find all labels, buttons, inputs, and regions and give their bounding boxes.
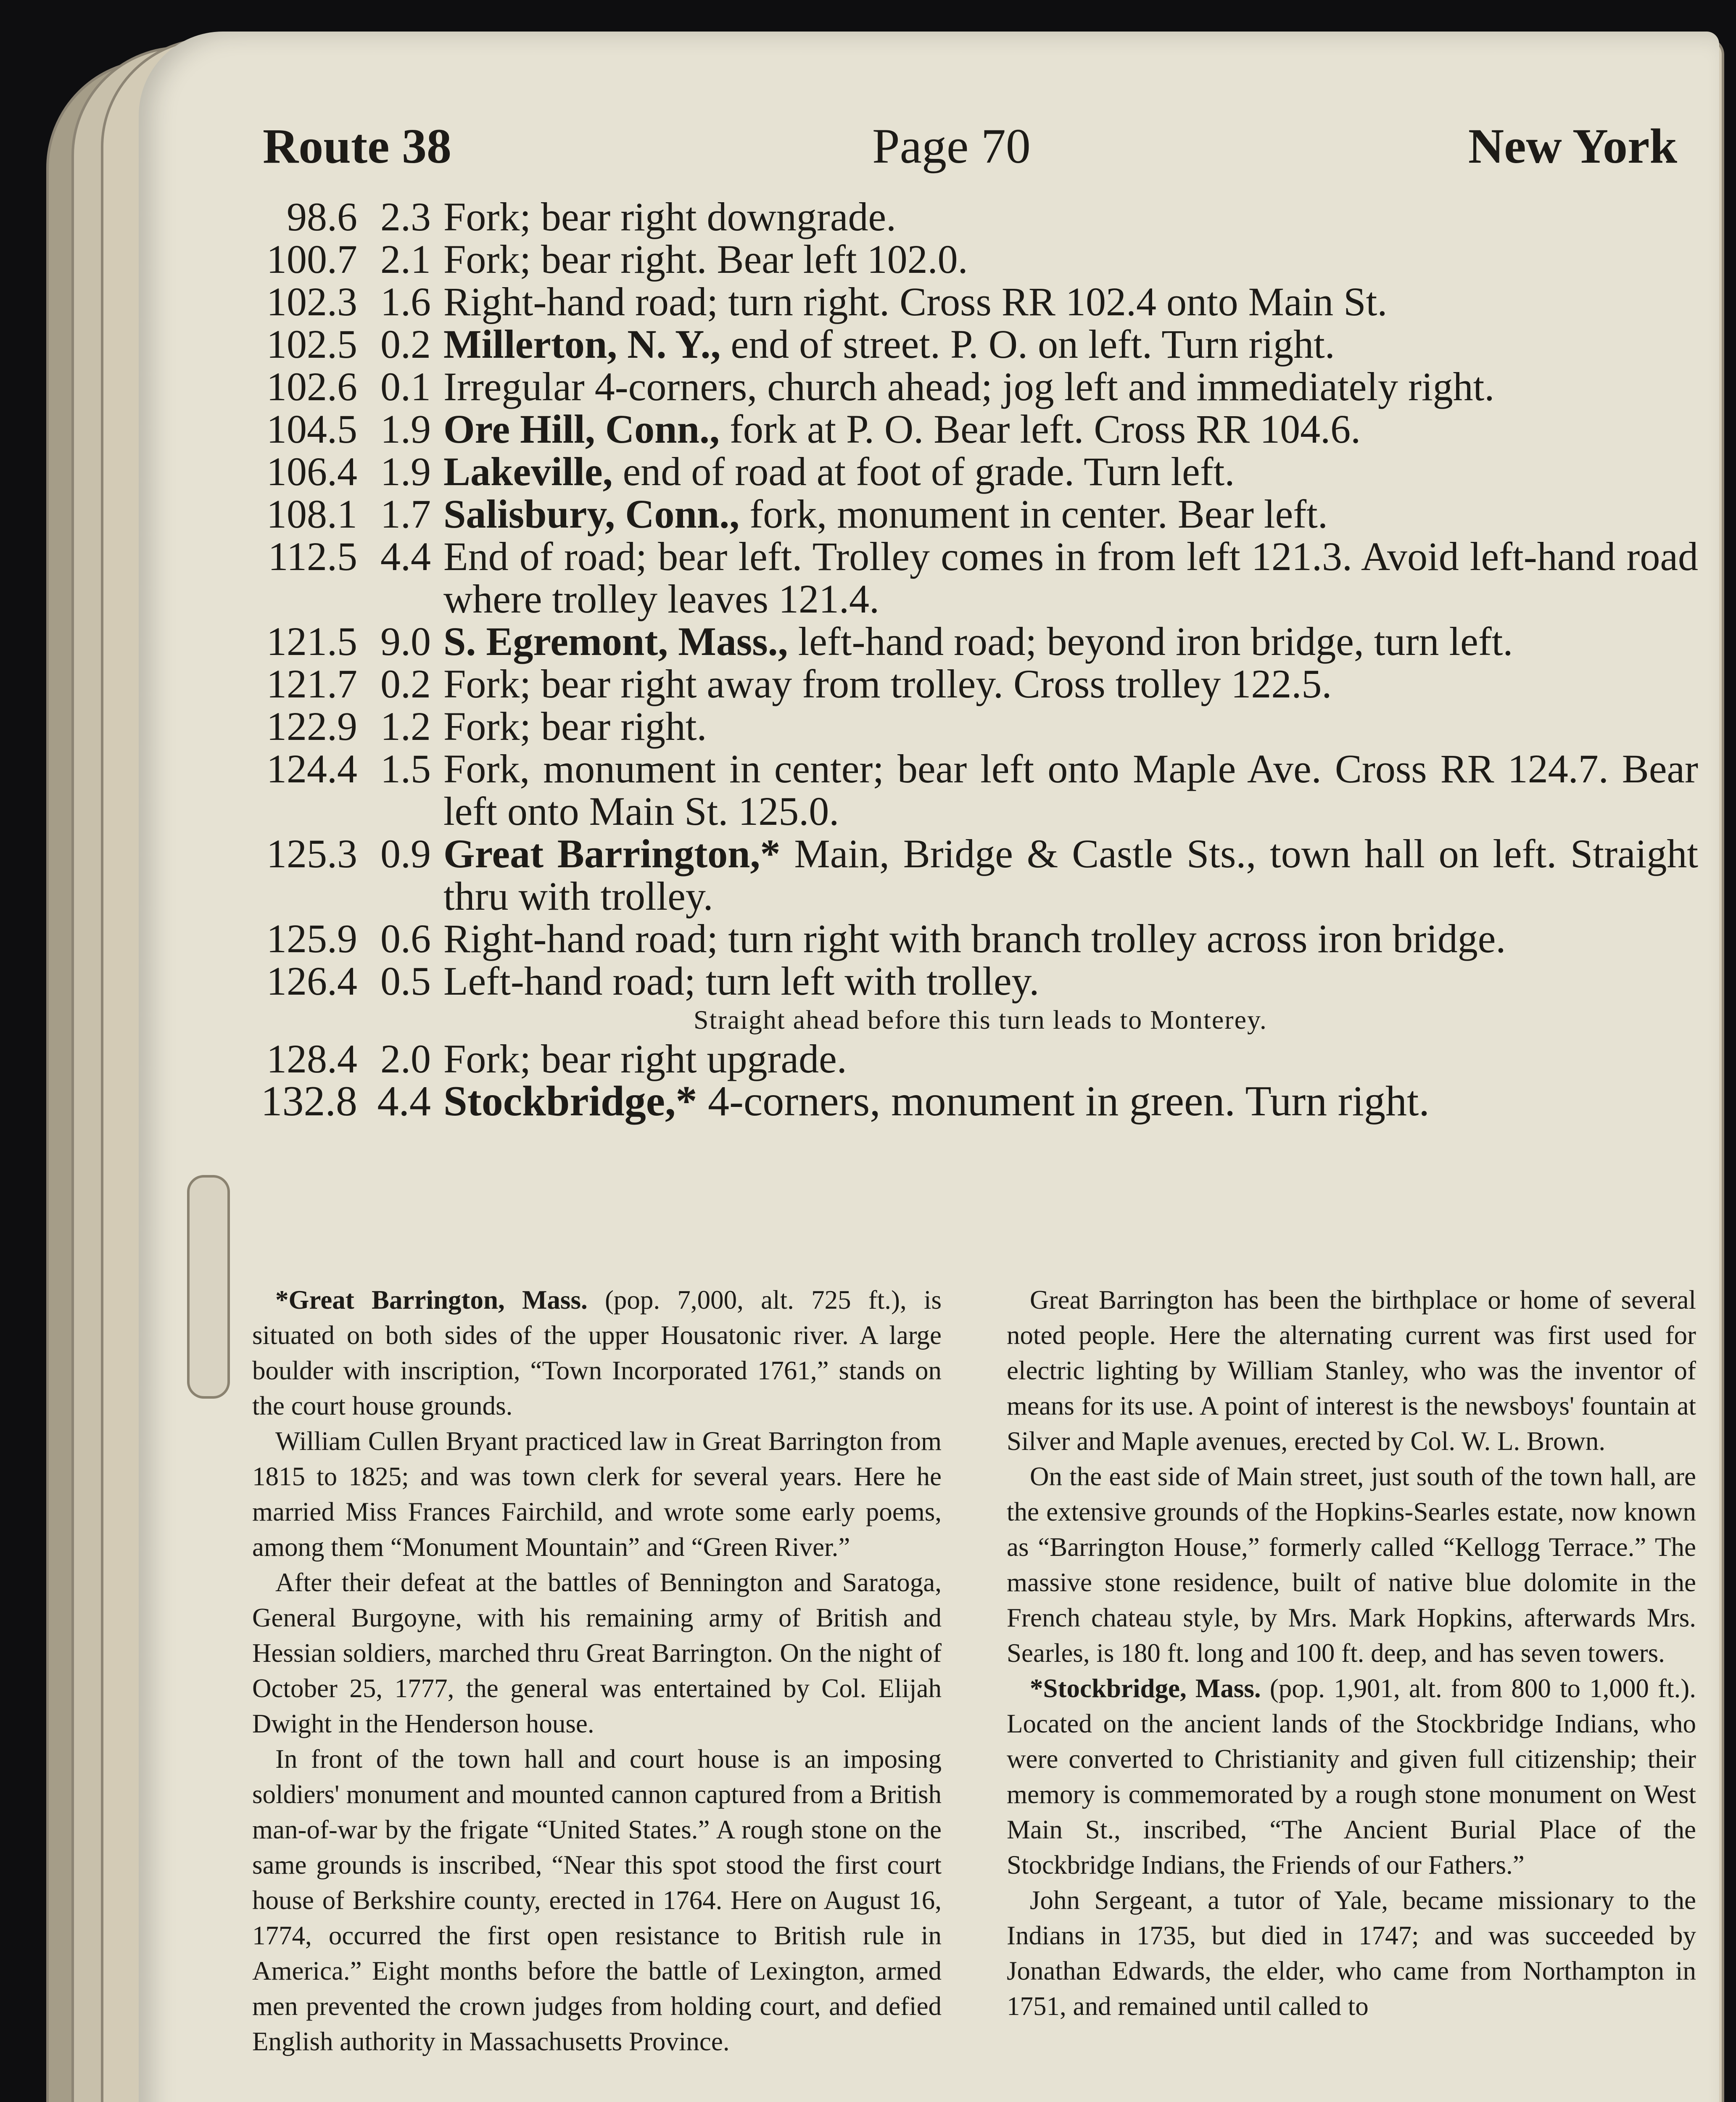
log-text: End of road; bear left. Trolley comes in from left 121.3. Avoid left-hand road where trolley leaves 121.4. [443, 534, 1698, 621]
commentary-paragraph [1007, 1282, 1696, 1459]
log-direction [443, 832, 1698, 917]
log-place: Great Barrington,* [443, 831, 781, 876]
log-mileage: 132.8 [261, 1077, 357, 1125]
paragraph-text: In front of the town hall and court house is an imposing soldiers' monument and mounted cannon captured from a British man-of-war by the frigate “United States.” A rough stone on the same grounds is inscribed, “Near this spot stood the first court house of Berkshire county, erected in 1764. Here on August 16, 1774, occurred the first open resistance to British rule in America.” Eight months before the battle of Lexington, armed men prevented the crown judges from holding court, and defied English authority in Massachusetts Province. [252, 1744, 942, 2056]
log-text: Fork; bear right away from trolley. Cross trolley 122.5. [443, 661, 1332, 706]
log-text: Main, Bridge & Castle Sts., town hall on left. Straight thru with trolley. [443, 831, 1699, 919]
log-distance: 9.0 [380, 619, 431, 664]
commentary-paragraph [1007, 1883, 1696, 2024]
log-mileage: 98.6 [287, 194, 357, 239]
log-row [252, 195, 1698, 238]
page-binding [187, 1175, 230, 1399]
log-direction [443, 663, 1698, 705]
log-place: Lakeville, [443, 449, 613, 494]
commentary-right-column [1007, 1282, 1696, 2024]
log-distance: 2.0 [380, 1036, 431, 1081]
page-number: Page 70 [872, 119, 1031, 174]
paragraph-lead: *Great Barrington, Mass. [275, 1285, 588, 1315]
route-log [252, 194, 1699, 1125]
log-mileage: 106.4 [266, 449, 357, 494]
log-place: Ore Hill, Conn., [443, 407, 720, 452]
log-row [252, 960, 1698, 1002]
paragraph-text: On the east side of Main street, just south of the town hall, are the extensive grounds of the Hopkins-Searles estate, now known as “Barrington House,” formerly called “Kellogg Terrace.” The massive stone residence, built of native blue dolomite in the French chateau style, by Mrs. Mark Hopkins, afterwards Mrs. Searles, is 180 ft. long and 100 ft. deep, and has seven towers. [1007, 1462, 1696, 1668]
log-text: Irregular 4-corners, church ahead; jog left and immediately right. [443, 364, 1495, 409]
log-mileage: 121.7 [266, 661, 357, 706]
log-row [252, 705, 1698, 747]
paragraph-text: William Cullen Bryant practiced law in Great Barrington from 1815 to 1825; and was town clerk for several years. Here he married Miss Frances Fairchild, and wrote some early poems, among them “Monument Mountain” and “Green River.” [252, 1426, 942, 1562]
log-text: Fork; bear right. [443, 704, 707, 749]
log-mileage: 104.5 [266, 407, 357, 452]
log-text: end of street. P. O. on left. Turn right. [731, 322, 1335, 367]
log-mileage: 102.5 [266, 322, 357, 367]
log-direction [443, 747, 1698, 832]
log-distance: 1.6 [380, 279, 431, 324]
log-distance: 0.2 [380, 661, 431, 706]
log-mileage: 121.5 [266, 619, 357, 664]
log-distance: 4.4 [380, 534, 431, 579]
paragraph-text: Great Barrington has been the birthplace or home of several noted people. Here the alternating current was first used for electric lighting by William Stanley, who was the inventor of means for its use. A point of interest is the newsboys' fountain at Silver and Maple avenues, erected by Col. W. L. Brown. [1007, 1285, 1696, 1456]
log-row [252, 663, 1698, 705]
log-direction [443, 323, 1698, 365]
paragraph-text: (pop. 7,000, alt. 725 ft.), is situated on both sides of the upper Housatonic river. A large boulder with inscription, “Town Incorporated 1761,” stands on the court house grounds. [252, 1285, 942, 1421]
log-distance: 1.9 [380, 407, 431, 452]
log-text: Fork; bear right upgrade. [443, 1036, 847, 1081]
log-place: Millerton, N. Y., [443, 322, 721, 367]
log-row [252, 747, 1698, 832]
log-mileage: 122.9 [266, 704, 357, 749]
log-distance: 2.1 [380, 237, 431, 282]
log-direction [443, 620, 1698, 663]
commentary-left-column [252, 1282, 942, 2059]
log-place: Salisbury, Conn., [443, 491, 740, 536]
log-distance: 0.2 [380, 322, 431, 367]
log-mileage: 102.6 [266, 364, 357, 409]
route-number: Route 38 [263, 119, 452, 174]
log-row [252, 620, 1698, 663]
log-distance: 0.1 [380, 364, 431, 409]
log-row [252, 238, 1698, 280]
log-direction [443, 365, 1698, 408]
log-text: Fork, monument in center; bear left onto Maple Ave. Cross RR 124.7. Bear left onto Main St. 125.0. [443, 746, 1698, 834]
state-name: New York [1468, 119, 1677, 174]
log-row [252, 832, 1698, 917]
log-distance: 1.9 [380, 449, 431, 494]
log-distance: 1.2 [380, 704, 431, 749]
log-mileage: 125.9 [266, 916, 357, 961]
log-distance: 0.9 [380, 831, 431, 876]
log-direction [443, 280, 1698, 323]
log-text: Fork; bear right downgrade. [443, 194, 897, 239]
log-direction [443, 450, 1698, 493]
log-mileage: 112.5 [268, 534, 357, 579]
log-direction [443, 408, 1698, 450]
log-text: fork, monument in center. Bear left. [749, 491, 1328, 536]
log-direction [443, 960, 1698, 1002]
log-row [252, 917, 1698, 960]
log-direction [443, 1077, 1698, 1125]
log-row [252, 450, 1698, 493]
log-row [252, 323, 1698, 365]
log-text: 4-corners, monument in green. Turn right. [708, 1077, 1430, 1125]
log-mileage: 124.4 [266, 746, 357, 791]
commentary-paragraph [252, 1282, 942, 1423]
log-text: Right-hand road; turn right. Cross RR 102.4 onto Main St. [443, 279, 1388, 324]
commentary-paragraph [252, 1741, 942, 2059]
commentary-paragraph [252, 1565, 942, 1741]
log-row [252, 280, 1698, 323]
paragraph-text: John Sergeant, a tutor of Yale, became missionary to the Indians in 1735, but died in 1747; and was succeeded by Jonathan Edwards, the elder, who came from Northampton in 1751, and remained until called to [1007, 1885, 1696, 2021]
log-direction [443, 493, 1698, 535]
paragraph-text: After their defeat at the battles of Bennington and Saratoga, General Burgoyne, with his remaining army of British and Hessian soldiers, marched thru Great Barrington. On the night of October 25, 1777, the general was entertained by Col. Elijah Dwight in the Henderson house. [252, 1568, 942, 1738]
log-row [252, 1077, 1698, 1125]
commentary-paragraph [1007, 1671, 1696, 1883]
paragraph-lead: *Stockbridge, Mass. [1030, 1674, 1261, 1703]
commentary-paragraph [252, 1423, 942, 1565]
log-row [252, 365, 1698, 408]
log-row [252, 1038, 1698, 1080]
log-row [252, 408, 1698, 450]
log-text: Left-hand road; turn left with trolley. [443, 959, 1039, 1003]
log-mileage: 102.3 [266, 279, 357, 324]
log-direction [443, 238, 1698, 280]
log-distance: 4.4 [377, 1077, 431, 1125]
log-row [252, 493, 1698, 535]
log-distance: 0.5 [380, 959, 431, 1003]
log-mileage: 108.1 [266, 491, 357, 536]
log-direction [443, 705, 1698, 747]
log-direction [443, 917, 1698, 960]
log-distance: 2.3 [380, 194, 431, 239]
log-text: fork at P. O. Bear left. Cross RR 104.6. [729, 407, 1361, 452]
log-direction [443, 195, 1698, 238]
log-mileage: 125.3 [266, 831, 357, 876]
log-mileage: 126.4 [266, 959, 357, 1003]
log-text: left-hand road; beyond iron bridge, turn left. [798, 619, 1513, 664]
log-direction [443, 535, 1698, 620]
commentary-paragraph [1007, 1459, 1696, 1671]
log-text: end of road at foot of grade. Turn left. [623, 449, 1235, 494]
paragraph-text: (pop. 1,901, alt. from 800 to 1,000 ft.). Located on the ancient lands of the Stockbridge Indians, who were converted to Christianity and given full citizenship; their memory is commemorated by a rough stone monument on West Main St., inscribed, “The Ancient Burial Place of the Stockbridge Indians, the Friends of our Fathers.” [1007, 1674, 1696, 1880]
log-distance: 0.6 [380, 916, 431, 961]
log-direction [443, 1038, 1698, 1080]
log-distance: 1.5 [380, 746, 431, 791]
log-note: Straight ahead before this turn leads to Monterey. [694, 1005, 1267, 1035]
log-place: Stockbridge,* [443, 1077, 697, 1125]
log-distance: 1.7 [380, 491, 431, 536]
log-mileage: 100.7 [266, 237, 357, 282]
log-row [252, 535, 1698, 620]
log-text: Fork; bear right. Bear left 102.0. [443, 237, 968, 282]
book-page [139, 32, 1719, 2102]
log-mileage: 128.4 [266, 1036, 357, 1081]
log-text: Right-hand road; turn right with branch trolley across iron bridge. [443, 916, 1506, 961]
commentary [252, 1282, 1698, 2102]
log-place: S. Egremont, Mass., [443, 619, 788, 664]
